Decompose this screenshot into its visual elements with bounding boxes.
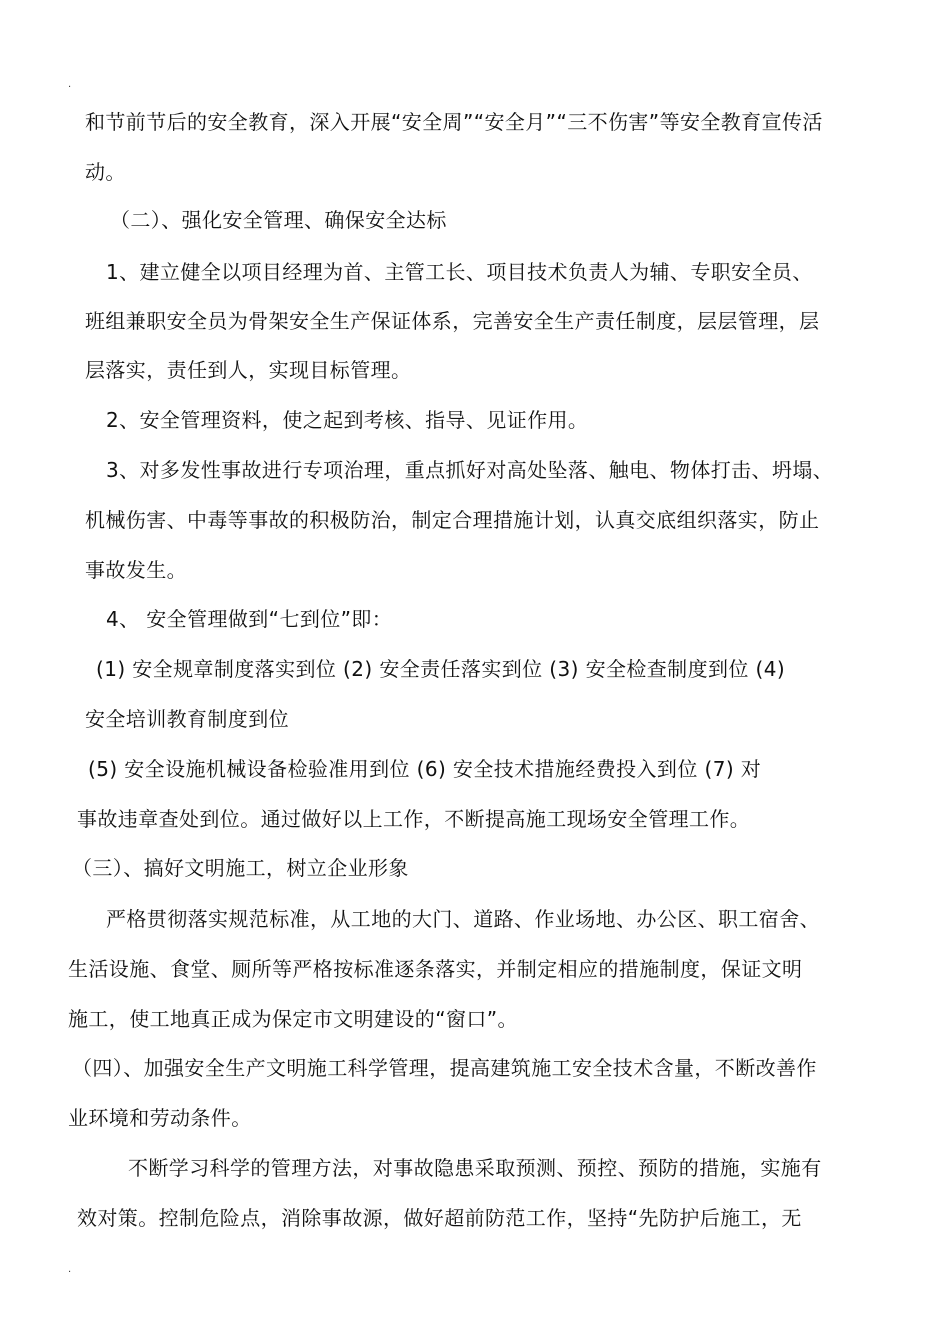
text-line: 不断学习科学的管理方法，对事故隐患采取预测、预控、预防的措施，实施有 [128, 1156, 822, 1180]
text-line: 生活设施、食堂、厕所等严格按标准逐条落实，并制定相应的措施制度，保证文明 [68, 957, 803, 981]
text-line: 效对策。控制危险点，消除事故源，做好超前防范工作，坚持“先防护后施工，无 [77, 1206, 802, 1230]
margin-mark-bottom: . [68, 1264, 72, 1275]
text-line: 动。 [85, 160, 126, 184]
text-line: 3、对多发性事故进行专项治理，重点抓好对高处坠落、触电、物体打击、坍塌、 [106, 458, 834, 482]
text-line: 机械伤害、中毒等事故的积极防治，制定合理措施计划，认真交底组织落实，防止 [85, 508, 820, 532]
margin-mark-top: . [68, 79, 72, 90]
text-line: 严格贯彻落实规范标准，从工地的大门、道路、作业场地、办公区、职工宿舍、 [106, 907, 820, 931]
text-line: 班组兼职安全员为骨架安全生产保证体系，完善安全生产责任制度，层层管理，层 [85, 309, 820, 333]
section-heading-4: （四）、加强安全生产文明施工科学管理，提高建筑施工安全技术含量，不断改善作 [72, 1056, 817, 1080]
text-line: 2、安全管理资料，使之起到考核、指导、见证作用。 [106, 408, 589, 432]
text-line: (5) 安全设施机械设备检验准用到位 (6) 安全技术措施经费投入到位 (7) 对 [88, 757, 762, 781]
text-line: 业环境和劳动条件。 [68, 1106, 252, 1130]
text-line: 层落实，责任到人，实现目标管理。 [85, 358, 412, 382]
text-line: 4、 安全管理做到“七到位”即： [106, 607, 393, 631]
text-line: 和节前节后的安全教育，深入开展“安全周”“安全月”“三不伤害”等安全教育宣传活 [85, 110, 823, 134]
text-line: (1) 安全规章制度落实到位 (2) 安全责任落实到位 (3) 安全检查制度到位 (4) [96, 657, 786, 681]
text-line: 事故发生。 [85, 558, 187, 582]
text-line: 安全培训教育制度到位 [85, 707, 289, 731]
text-line: 1、建立健全以项目经理为首、主管工长、项目技术负责人为辅、专职安全员、 [106, 260, 813, 284]
section-heading-2: （二）、强化安全管理、确保安全达标 [110, 208, 447, 232]
text-line: 事故违章查处到位。通过做好以上工作，不断提高施工现场安全管理工作。 [77, 807, 751, 831]
section-heading-3: （三）、搞好文明施工，树立企业形象 [72, 856, 409, 880]
text-line: 施工，使工地真正成为保定市文明建设的“窗口”。 [68, 1007, 518, 1031]
